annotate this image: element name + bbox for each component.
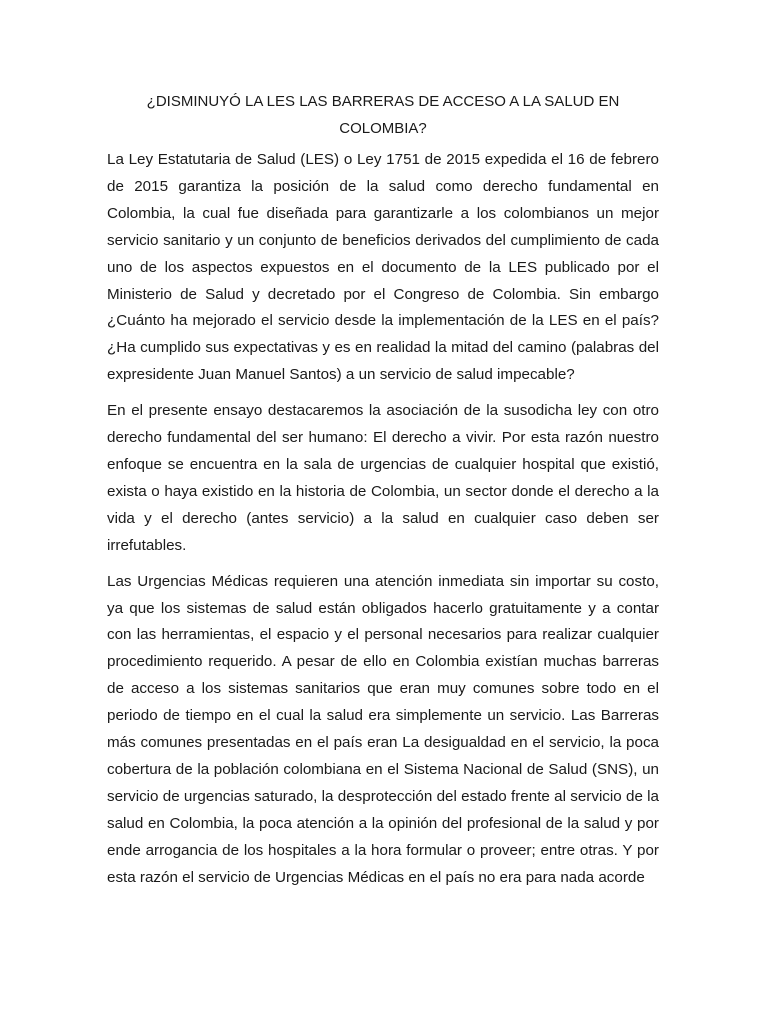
document-page <box>107 88 659 900</box>
paragraph-2: En el presente ensayo destacaremos la asociación de la susodicha ley con otro derecho fundamental del ser humano: El derecho a vivir. Por esta razón nuestro enfoque se encuentra en la sala de urgencias de cualquier hospital que existió, exista o haya existido en la historia de Colombia, un sector donde el derecho a la vida y el derecho (antes servicio) a la salud en cualquier caso deben ser irrefutables. <box>107 402 659 554</box>
paragraph-1: La Ley Estatutaria de Salud (LES) o Ley 1751 de 2015 expedida el 16 de febrero de 2015 garantiza la posición de la salud como derecho fundamental en Colombia, la cual fue diseñada para garantizarle a los colombianos un mejor servicio sanitario y un conjunto de beneficios derivados del cumplimiento de cada uno de los aspectos expuestos en el documento de la LES publicado por el Ministerio de Salud y decretado por el Congreso de Colombia. Sin embargo ¿Cuánto ha mejorado el servicio desde la implementación de la LES en el país? ¿Ha cumplido sus expectativas y es en realidad la mitad del camino (palabras del expresidente Juan Manuel Santos) a un servicio de salud impecable? <box>107 151 659 384</box>
document-title: ¿DISMINUYÓ LA LES LAS BARRERAS DE ACCESO A LA SALUD EN COLOMBIA? <box>146 93 620 137</box>
paragraph-3: Las Urgencias Médicas requieren una atención inmediata sin importar su costo, ya que los sistemas de salud están obligados hacerlo gratuitamente y a contar con las herramientas, el espacio y el personal necesarios para realizar cualquier procedimiento requerido. A pesar de ello en Colombia existían muchas barreras de acceso a los sistemas sanitarios que eran muy comunes sobre todo en el periodo de tiempo en el cual la salud era simplemente un servicio. Las Barreras más comunes presentadas en el país eran La desigualdad en el servicio, la poca cobertura de la población colombiana en el Sistema Nacional de Salud (SNS), un servicio de urgencias saturado, la desprotección del estado frente al servicio de la salud en Colombia, la poca atención a la opinión del profesional de la salud y por ende arrogancia de los hospitales a la hora formular o proveer; entre otras. Y por esta razón el servicio de Urgencias Médicas en el país no era para nada acorde <box>107 572 659 886</box>
